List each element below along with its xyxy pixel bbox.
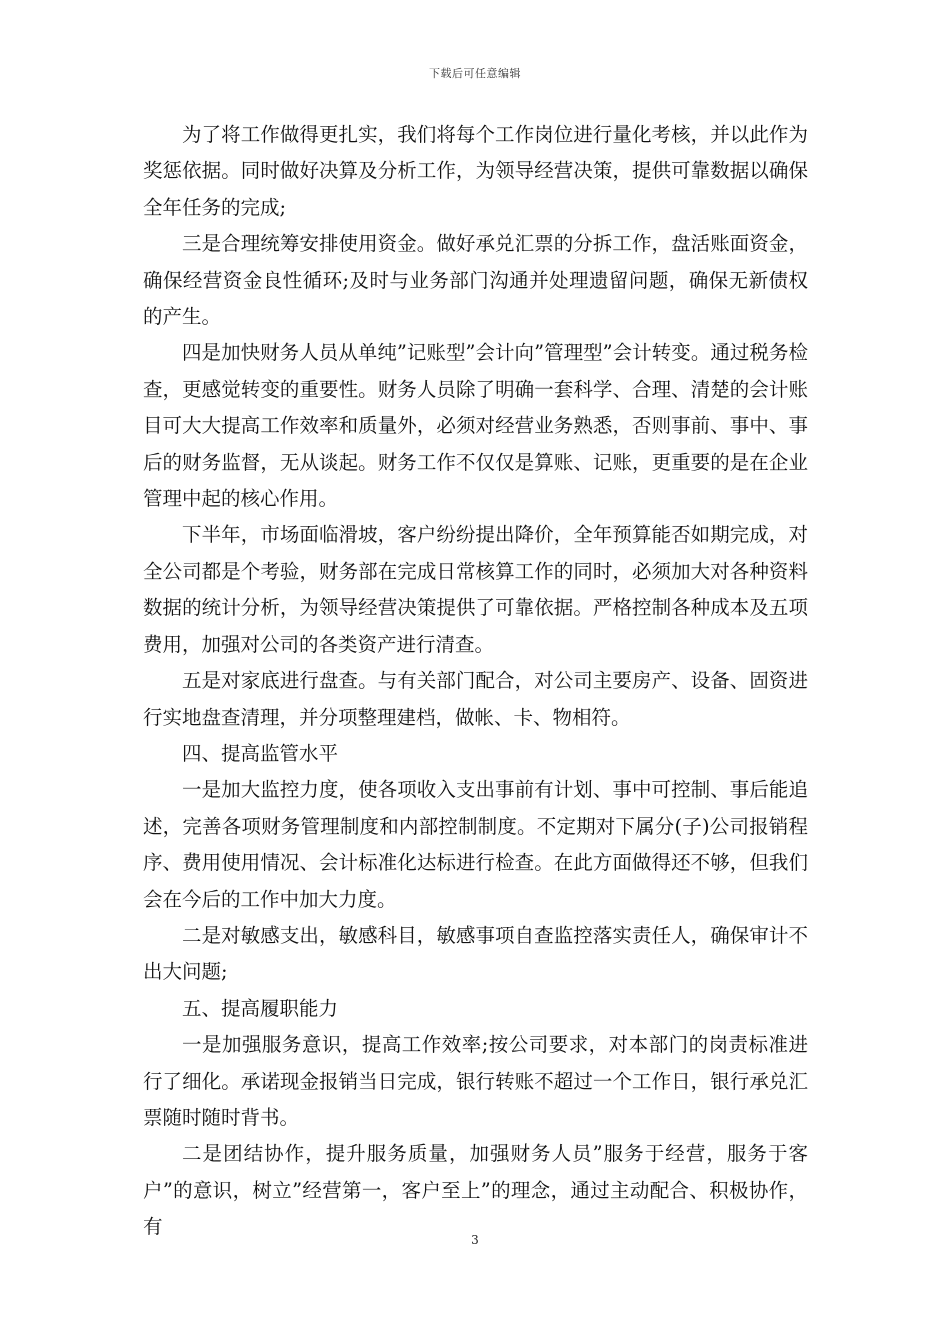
document-body bbox=[143, 117, 808, 1246]
paragraph: 四是加快财务人员从单纯”记账型”会计向”管理型”会计转变。通过税务检查，更感觉转变的重要性。财务人员除了明确一套科学、合理、清楚的会计账目可大大提高工作效率和质量外，必须对经营业务熟悉，否则事前、事中、事后的财务监督，无从谈起。财务工作不仅仅是算账、记账，更重要的是在企业管理中起的核心作用。 bbox=[143, 341, 808, 511]
section-heading: 五、提高履职能力 bbox=[182, 996, 339, 1020]
paragraph: 一是加大监控力度，使各项收入支出事前有计划、事中可控制、事后能追述，完善各项财务管理制度和内部控制制度。不定期对下属分(子)公司报销程序、费用使用情况、会计标准化达标进行检查。在此方面做得还不够，但我们会在今后的工作中加大力度。 bbox=[143, 778, 808, 911]
paragraph: 二是团结协作，提升服务质量，加强财务人员”服务于经营，服务于客户”的意识，树立”经营第一，客户至上”的理念，通过主动配合、积极协作，有 bbox=[143, 1142, 808, 1239]
page-number: 3 bbox=[471, 1233, 479, 1247]
page-header: 下载后可任意编辑 bbox=[429, 67, 521, 80]
paragraph: 二是对敏感支出，敏感科目，敏感事项自查监控落实责任人，确保审计不出大问题; bbox=[143, 923, 808, 984]
paragraph: 下半年，市场面临滑坡，客户纷纷提出降价，全年预算能否如期完成，对全公司都是个考验，财务部在完成日常核算工作的同时，必须加大对各种资料数据的统计分析，为领导经营决策提供了可靠依据。严格控制各种成本及五项费用，加强对公司的各类资产进行清查。 bbox=[143, 523, 808, 656]
paragraph: 五是对家底进行盘查。与有关部门配合，对公司主要房产、设备、固资进行实地盘查清理，并分项整理建档，做帐、卡、物相符。 bbox=[143, 669, 808, 729]
paragraph: 一是加强服务意识，提高工作效率;按公司要求，对本部门的岗责标准进行了细化。承诺现金报销当日完成，银行转账不超过一个工作日，银行承兑汇票随时随时背书。 bbox=[143, 1033, 808, 1129]
paragraph: 三是合理统筹安排使用资金。做好承兑汇票的分拆工作，盘活账面资金，确保经营资金良性循环;及时与业务部门沟通并处理遗留问题，确保无新债权的产生。 bbox=[143, 232, 808, 329]
section-heading: 四、提高监管水平 bbox=[182, 741, 339, 765]
paragraph: 为了将工作做得更扎实，我们将每个工作岗位进行量化考核，并以此作为奖惩依据。同时做好决算及分析工作，为领导经营决策，提供可靠数据以确保全年任务的完成; bbox=[143, 123, 808, 219]
